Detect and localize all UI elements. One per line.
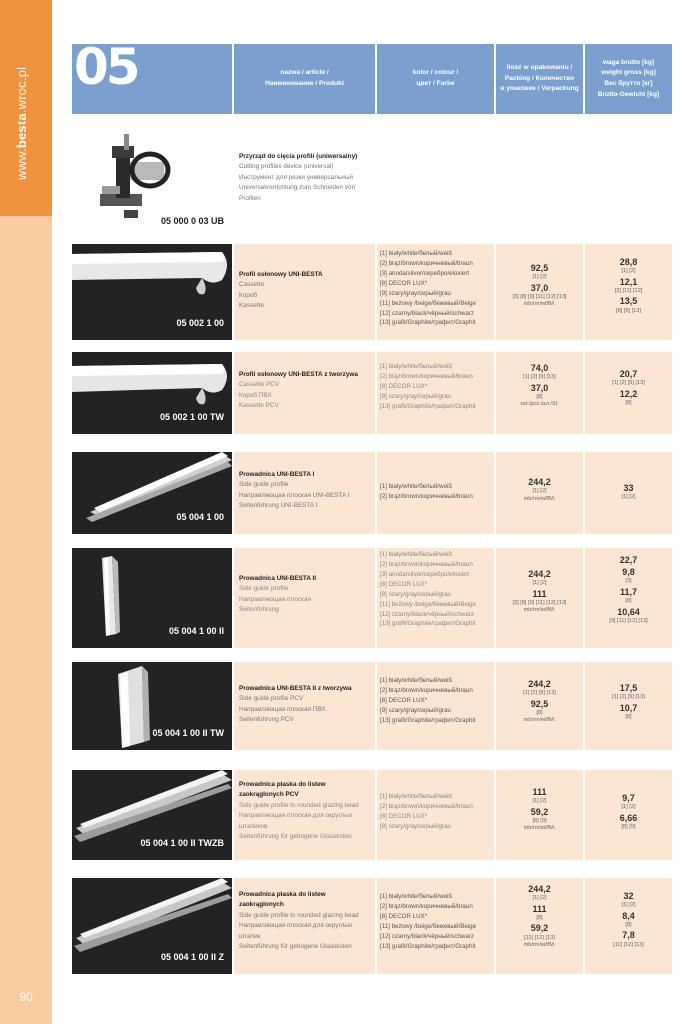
product-code: 05 002 1 00	[176, 318, 224, 328]
pack-colors: [1] [2] [9] [13]	[523, 374, 556, 381]
name-line: Cassette PCV	[239, 381, 280, 389]
pack-cell	[496, 770, 583, 860]
color-line: [2] brąz/brown/коричневый/braun	[380, 686, 473, 694]
weight-colors: [1] [2]	[621, 804, 636, 811]
name-line: Seitenführung PCV	[239, 716, 294, 724]
pack-value: 92,5	[530, 698, 549, 709]
weight-value: 22,7	[619, 555, 638, 565]
product-image	[72, 662, 232, 750]
name-line: Profil osłonowy UNI-BESTA	[239, 271, 323, 278]
name-line: Side guide profile PCV	[239, 695, 304, 703]
weight-colors: [9] [11] [12] [13]	[609, 617, 648, 624]
weight-colors: [8] [9]	[621, 823, 636, 830]
color-line: [2] brąz/brown/коричневый/braun	[380, 802, 473, 810]
color-line: [1] biały/white/белый/weiß	[380, 793, 453, 800]
product-row	[72, 548, 684, 648]
header-line: Brutto-Gewicht [kg]	[597, 90, 660, 98]
product-code: 05 000 0 03 UB	[160, 216, 224, 226]
weight-value: 32	[623, 891, 634, 901]
color-line: [1] biały/white/белый/weiß	[380, 483, 453, 490]
product-row	[72, 124, 684, 232]
name-line: Направляющая плоская UNI-BESTA I	[239, 491, 350, 499]
page-number: 90	[19, 990, 33, 1004]
color-line: [9] szary/gray/серый/grau	[380, 392, 451, 400]
color-line: [13] grafit/Graphite/графит/Graphit	[380, 942, 476, 950]
pack-colors: [1] [2] [9] [13]	[523, 690, 556, 697]
color-line: [9] szary/gray/серый/grau	[380, 822, 451, 830]
product-row	[72, 244, 684, 340]
pack-colors: [8]	[536, 709, 543, 716]
name-cell	[234, 352, 375, 434]
name-line: Przyrząd do cięcia profili (uniwersalny)	[239, 153, 358, 160]
weight-value: 17,5	[619, 683, 638, 693]
pack-colors: [1] [2]	[532, 274, 547, 281]
name-cell	[234, 878, 375, 974]
weight-cell	[585, 878, 672, 974]
pack-value: 37,0	[530, 382, 549, 393]
name-line: Profilen	[239, 194, 261, 202]
color-cell	[377, 770, 494, 860]
pack-value: 244,2	[528, 679, 551, 689]
weight-colors: [1] [2] [9] [13]	[612, 694, 645, 701]
header-line: Наименование / Produkt	[265, 80, 344, 87]
pack-unit: szt./pcs./шт./St.	[520, 401, 559, 408]
name-line: Prowadnica UNI-BESTA II	[239, 575, 317, 582]
weight-value: 28,8	[619, 257, 638, 267]
header-line: цвет / Farbe	[416, 80, 455, 87]
pack-colors: [8]	[536, 393, 543, 400]
header-line: Ilość w opakowaniu /	[506, 64, 573, 72]
weight-colors: [8]	[625, 921, 632, 928]
pack-colors: [3] [8] [9] [11] [12] [13]	[512, 293, 567, 300]
color-line: [8] DECOR LUX*	[380, 696, 428, 704]
weight-colors: [8]	[625, 597, 632, 604]
product-name	[239, 152, 379, 204]
header-line: Packing / Количество	[504, 74, 575, 82]
pack-unit: mb/rm/м/lfM.	[523, 825, 556, 832]
color-line: [9] szary/gray/серый/grau	[380, 706, 451, 714]
weight-colors: [3] [11] [12]	[614, 287, 643, 294]
header-color	[377, 44, 494, 114]
name-line: Короб ПВХ	[239, 391, 272, 399]
color-line: [1] biały/white/белый/weiß	[380, 551, 453, 558]
name-line: zaokrąglonych PCV	[239, 791, 299, 799]
weight-colors: [11] [12] [13]	[613, 941, 644, 948]
pack-cell	[496, 662, 583, 750]
product-image	[72, 352, 232, 434]
weight-value: 9,7	[622, 793, 635, 803]
color-line: [2] brąz/brown/коричневый/braun	[380, 560, 473, 568]
name-line: Направляющая плоская для округлых	[239, 812, 353, 820]
name-line: Seitenführung UNI-BESTA I	[239, 502, 318, 510]
color-line: [2] brąz/brown/коричневый/braun	[380, 372, 473, 380]
name-line: Side guide profile to rounded glazing bead	[239, 911, 359, 919]
header-line: weight gross [kg]	[601, 69, 656, 77]
weight-cell	[585, 770, 672, 860]
name-line: Profil osłonowy UNI-BESTA z tworzywa	[239, 371, 358, 378]
pack-colors: [1] [2]	[532, 488, 547, 495]
weight-colors: [8]	[625, 399, 632, 406]
weight-cell	[585, 548, 672, 648]
sidebar-strip	[0, 216, 52, 1024]
pack-cell	[496, 548, 583, 648]
color-line: [13] grafit/Graphite/графит/Graphit	[380, 620, 476, 628]
name-cell	[234, 770, 375, 860]
pack-value: 111	[532, 787, 547, 797]
color-line: [8] DECOR LUX*	[380, 382, 428, 390]
weight-cell	[585, 244, 672, 340]
name-line: Prowadnica UNI-BESTA I	[239, 471, 315, 478]
name-line: штапик	[239, 932, 261, 940]
weight-colors: [1] [2]	[621, 268, 636, 275]
name-line: Side guide profile	[239, 481, 289, 489]
product-code: 05 004 1 00 II	[168, 626, 224, 636]
weight-value: 11,7	[619, 586, 638, 597]
website-label[interactable]: www.besta.wroc.pl	[14, 66, 29, 180]
color-line: [11] beżowy /beige/бежевый/Beige	[380, 600, 477, 608]
color-line: [12] czarny/black/чёрный/schwarz	[380, 932, 474, 940]
weight-colors: [1] [2] [9] [13]	[612, 380, 645, 387]
weight-value: 12,1	[619, 276, 638, 287]
pack-value: 37,0	[530, 282, 549, 293]
name-line: zaokrąglonych	[239, 901, 284, 909]
product-row	[72, 352, 684, 434]
pack-colors: [1] [2]	[532, 798, 547, 805]
pack-value: 92,5	[530, 263, 549, 273]
pack-unit: mb/rm/м/lfM.	[523, 495, 556, 502]
color-cell	[377, 662, 494, 750]
header-line: Вес брутто [кг]	[604, 80, 653, 87]
weight-value: 10,64	[617, 606, 640, 617]
color-line: [8] DECOR LUX*	[380, 912, 428, 920]
pack-cell	[496, 878, 583, 974]
name-line: штапиков	[239, 822, 268, 830]
color-line: [8] DECOR LUX*	[380, 580, 428, 588]
color-line: [13] grafit/Graphite/графит/Graphit	[380, 716, 476, 724]
product-code: 05 002 1 00 TW	[159, 412, 224, 422]
pack-colors: [8]	[536, 914, 543, 921]
color-line: [3] anoda/silver/серебро/eloxiert	[380, 570, 470, 578]
color-line: [2] brąz/brown/коричневый/braun	[380, 259, 473, 267]
color-line: [13] grafit/Graphite/графит/Graphit	[380, 319, 476, 327]
weight-value: 8,4	[622, 910, 635, 921]
color-cell	[377, 878, 494, 974]
name-line: Инструмент для резки универсальный	[239, 173, 353, 181]
weight-value: 7,8	[622, 930, 635, 941]
product-code: 05 004 1 00 II TWZB	[140, 838, 224, 848]
weight-value: 6,66	[619, 812, 638, 823]
weight-colors: [8]	[625, 713, 632, 720]
weight-value: 10,7	[619, 702, 638, 713]
weight-cell	[585, 352, 672, 434]
pack-unit: mb/rm/м/lfM.	[523, 942, 556, 949]
weight-value: 9,8	[622, 567, 635, 578]
name-cell	[234, 548, 375, 648]
pack-value: 111	[532, 903, 547, 914]
pack-unit: mb/rm/м/lfM.	[523, 607, 556, 614]
product-row	[72, 770, 684, 860]
pack-value: 244,2	[528, 569, 551, 579]
color-line: [13] grafit/Graphite/графит/Graphit	[380, 402, 476, 410]
weight-colors: [8] [9] [13]	[616, 307, 641, 314]
weight-value: 33	[623, 483, 634, 493]
pack-colors: [8] [9]	[532, 817, 547, 824]
header-line: в упаковке / Verpackung	[500, 85, 579, 93]
product-image	[72, 452, 232, 534]
pack-unit: mb/rm/м/lfM.	[523, 717, 556, 724]
pack-colors: [3] [8] [9] [11] [12] [13]	[512, 599, 567, 606]
pack-value: 111	[532, 588, 547, 599]
name-line: Направляющая плоская для округлых	[239, 922, 353, 930]
product-image	[72, 124, 232, 232]
name-line: Cassette	[239, 281, 265, 289]
header-line: nazwa / article /	[280, 69, 329, 77]
pack-value: 59,2	[530, 923, 549, 934]
color-cell	[377, 452, 494, 534]
color-line: [11] beżowy /beige/бежевый/Beige	[380, 922, 477, 930]
color-line: [1] biały/white/белый/weiß	[380, 250, 453, 257]
name-cell	[234, 662, 375, 750]
name-cell	[234, 244, 375, 340]
pack-value: 59,2	[530, 806, 549, 817]
color-line: [1] biały/white/белый/weiß	[380, 363, 453, 370]
color-line: [12] czarny/black/чёрный/schwarz	[380, 309, 474, 317]
product-code: 05 004 1 00 II Z	[160, 952, 224, 962]
pack-colors: [1] [2]	[532, 580, 547, 587]
color-line: [11] beżowy /beige/бежевый/Beige	[380, 299, 477, 307]
header-pack	[496, 44, 583, 114]
color-cell	[377, 244, 494, 340]
name-line: Cutting profiles device (universal)	[239, 163, 334, 171]
pack-unit: mb/rm/м/lfM.	[523, 301, 556, 308]
name-line: Side guide profile to rounded glazing bead	[239, 801, 359, 809]
name-line: Короб	[239, 291, 258, 299]
pack-colors: [11] [12] [13]	[524, 934, 555, 941]
product-row	[72, 878, 684, 974]
color-line: [8] DECOR LUX*	[380, 279, 428, 287]
header-line: waga brutto [kg]	[602, 58, 655, 66]
color-line: [1] biały/white/белый/weiß	[380, 677, 453, 684]
color-line: [1] biały/white/белый/weiß	[380, 893, 453, 900]
pack-colors: [1] [2]	[532, 895, 547, 902]
color-cell	[377, 352, 494, 434]
pack-cell	[496, 352, 583, 434]
pack-value: 74,0	[530, 363, 549, 373]
section-number-cell	[72, 38, 232, 114]
header-weight	[585, 44, 672, 114]
weight-colors: [1] [2]	[621, 494, 636, 501]
color-line: [9] szary/gray/серый/grau	[380, 590, 451, 598]
name-line: Направляющая плоская	[239, 595, 311, 603]
header-name	[234, 44, 375, 114]
name-line: Prowadnica płaska do listew	[239, 781, 326, 788]
weight-value: 13,5	[619, 296, 638, 307]
color-line: [12] czarny/black/чёрный/schwarz	[380, 610, 474, 618]
pack-cell	[496, 244, 583, 340]
name-line: Seitenführung	[239, 606, 279, 614]
product-image	[72, 548, 232, 648]
product-code: 05 004 1 00 II TW	[152, 728, 224, 738]
product-image	[72, 244, 232, 340]
pack-cell	[496, 452, 583, 534]
name-line: Seitenführung für gebogene Glasleisten	[239, 942, 352, 950]
product-row	[72, 662, 684, 750]
weight-colors: [3]	[625, 578, 632, 585]
header-line: kolor / colour /	[412, 69, 459, 77]
name-line: Side guide profile	[239, 585, 289, 593]
name-line: Seitenführung für gebogene Glasleisten	[239, 832, 352, 840]
section-number: 05	[74, 38, 138, 96]
name-line: Kassette	[239, 302, 264, 310]
weight-value: 12,2	[619, 388, 638, 399]
name-line: Kassette PCV	[239, 402, 279, 410]
name-line: Universalvorrichtung zum Schneiden von	[239, 184, 356, 192]
product-code: 05 004 1 00	[176, 512, 224, 522]
product-image	[72, 770, 232, 860]
color-line: [2] brąz/brown/коричневый/braun	[380, 902, 473, 910]
color-line: [3] anoda/silver/серебро/eloxiert	[380, 269, 470, 277]
product-row	[72, 452, 684, 534]
color-cell	[377, 548, 494, 648]
pack-value: 244,2	[528, 884, 551, 894]
product-image	[72, 878, 232, 974]
name-line: Направляющая плоская ПВХ	[239, 705, 326, 713]
weight-cell	[585, 662, 672, 750]
pack-value: 244,2	[528, 477, 551, 487]
weight-colors: [1] [2]	[621, 902, 636, 909]
name-line: Prowadnica płaska do listew	[239, 891, 326, 898]
name-line: Prowadnica UNI-BESTA II z tworzywa	[239, 685, 352, 692]
color-line: [8] DECOR LUX*	[380, 812, 428, 820]
weight-cell	[585, 452, 672, 534]
color-line: [2] brąz/brown/коричневый/braun	[380, 492, 473, 500]
color-line: [9] szary/gray/серый/grau	[380, 289, 451, 297]
name-cell	[234, 452, 375, 534]
weight-value: 20,7	[619, 369, 638, 379]
